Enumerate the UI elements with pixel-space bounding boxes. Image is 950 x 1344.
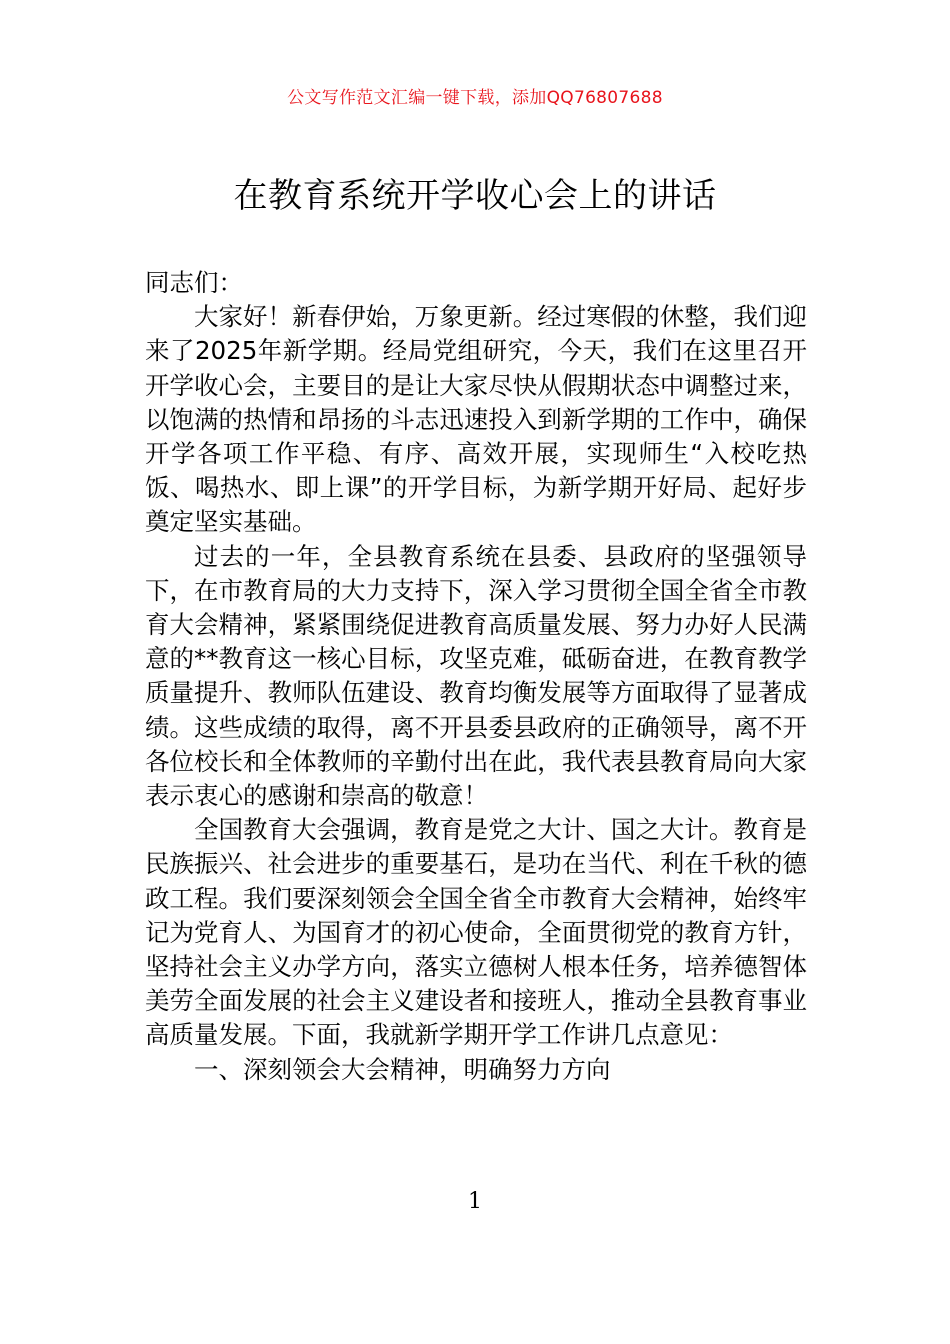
paragraph-3: 全国教育大会强调，教育是党之大计、国之大计。教育是民族振兴、社会进步的重要基石，是功在当代、利在千秋的德政工程。我们要深刻领会全国全省全市教育大会精神，始终牢记为党育人、为国育才的初心使命，全面贯彻党的教育方针，坚持社会主义办学方向，落实立德树人根本任务，培养德智体美劳全面发展的社会主义建设者和接班人，推动全县教育事业高质量发展。下面，我就新学期开学工作讲几点意见： bbox=[145, 815, 807, 1050]
page-number: 1 bbox=[468, 1189, 482, 1214]
paragraph-2: 过去的一年，全县教育系统在县委、县政府的坚强领导下，在市教育局的大力支持下，深入学习贯彻全国全省全市教育大会精神，紧紧围绕促进教育高质量发展、努力办好人民满意的**教育这一核心目标，攻坚克难，砥砺奋进，在教育教学质量提升、教师队伍建设、教育均衡发展等方面取得了显著成绩。这些成绩的取得，离不开县委县政府的正确领导，离不开各位校长和全体教师的辛勤付出在此，我代表县教育局向大家表示衷心的感谢和崇高的敬意！ bbox=[145, 541, 807, 811]
download-promo-note: 公文写作范文汇编一键下载，添加QQ76807688 bbox=[287, 88, 663, 108]
salutation: 同志们： bbox=[145, 268, 243, 297]
document-body bbox=[145, 266, 807, 1087]
paragraph-1: 大家好！新春伊始，万象更新。经过寒假的休整，我们迎来了2025年新学期。经局党组研究，今天，我们在这里召开开学收心会，主要目的是让大家尽快从假期状态中调整过来，以饱满的热情和昂扬的斗志迅速投入到新学期的工作中，确保开学各项工作平稳、有序、高效开展，实现师生“入校吃热饭、喝热水、即上课”的开学目标，为新学期开好局、起好步奠定坚实基础。 bbox=[145, 302, 807, 537]
document-title: 在教育系统开学收心会上的讲话 bbox=[233, 176, 717, 216]
section-heading: 一、深刻领会大会精神，明确努力方向 bbox=[194, 1054, 611, 1084]
